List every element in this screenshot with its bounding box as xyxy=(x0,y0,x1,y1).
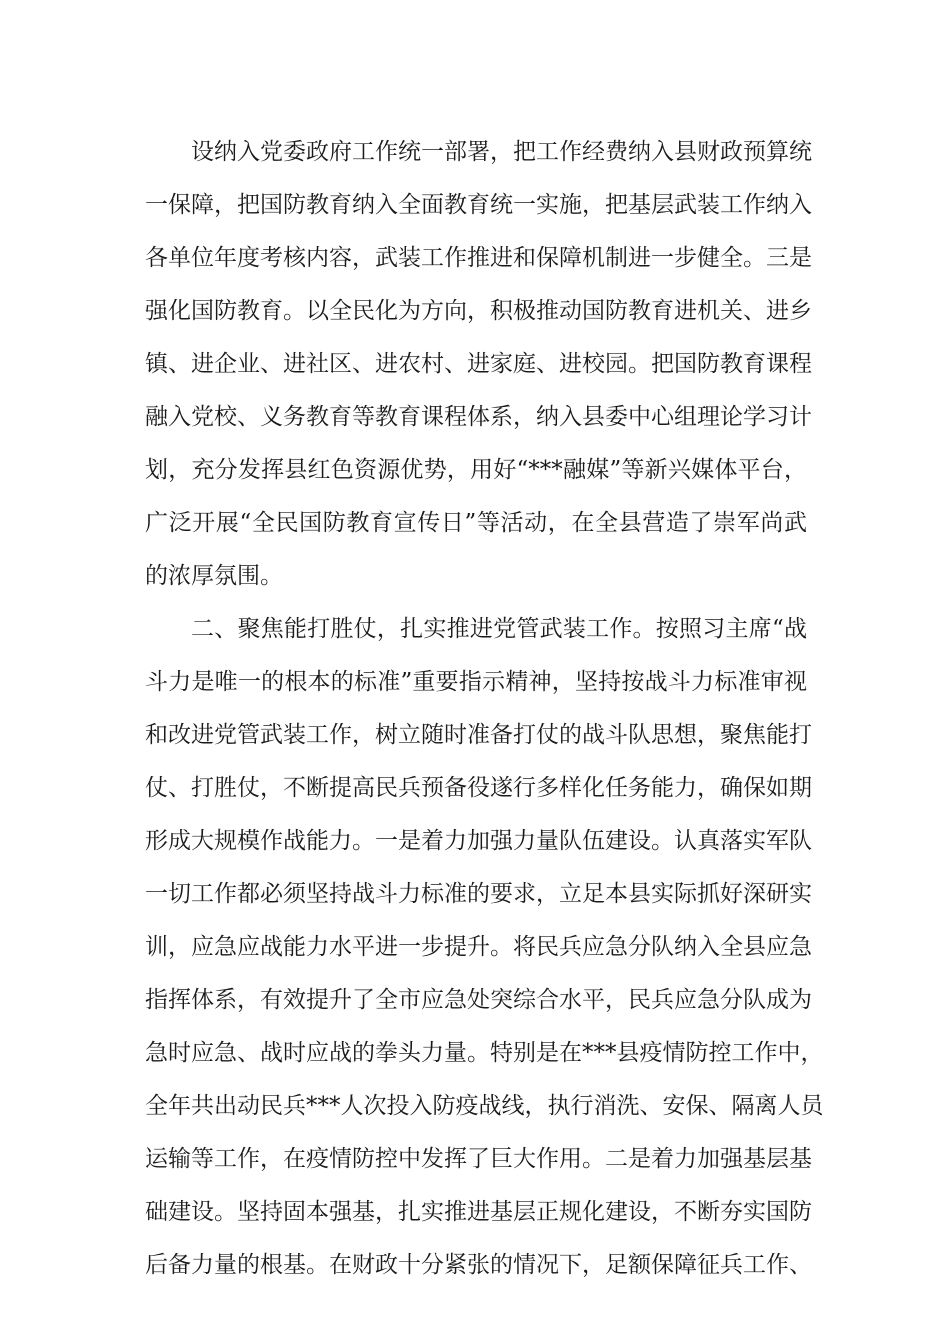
body-line-9: 的浓厚氛围。 xyxy=(145,563,283,589)
body-line-20: 运输等工作，在疫情防控中发挥了巨大作用。二是着力加强基层基 xyxy=(145,1146,812,1172)
document-body xyxy=(145,126,824,1292)
body-line-16: 训，应急应战能力水平进一步提升。将民兵应急分队纳入全县应急 xyxy=(145,934,812,960)
body-line-1: 设纳入党委政府工作统一部署，把工作经费纳入县财政预算统 xyxy=(191,139,812,165)
body-line-15: 一切工作都必须坚持战斗力标准的要求，立足本县实际抓好深研实 xyxy=(145,881,812,907)
body-line-4: 强化国防教育。以全民化为方向，积极推动国防教育进机关、进乡 xyxy=(145,298,812,324)
body-line-13: 仗、打胜仗，不断提高民兵预备役遂行多样化任务能力，确保如期 xyxy=(145,775,812,801)
body-line-8: 广泛开展“全民国防教育宣传日”等活动，在全县营造了崇军尚武 xyxy=(145,510,807,536)
body-line-22: 后备力量的根基。在财政十分紧张的情况下，足额保障征兵工作、 xyxy=(145,1252,812,1278)
body-line-17: 指挥体系，有效提升了全市应急处突综合水平，民兵应急分队成为 xyxy=(145,987,812,1013)
body-line-3: 各单位年度考核内容，武装工作推进和保障机制进一步健全。三是 xyxy=(145,245,812,271)
body-line-6: 融入党校、义务教育等教育课程体系，纳入县委中心组理论学习计 xyxy=(145,404,812,430)
body-line-19: 全年共出动民兵***人次投入防疫战线，执行消洗、安保、隔离人员 xyxy=(145,1093,824,1119)
body-line-11: 斗力是唯一的根本的标准”重要指示精神，坚持按战斗力标准审视 xyxy=(145,669,807,695)
body-line-2: 一保障，把国防教育纳入全面教育统一实施，把基层武装工作纳入 xyxy=(145,192,812,218)
body-line-12: 和改进党管武装工作，树立随时准备打仗的战斗队思想，聚焦能打 xyxy=(145,722,812,748)
body-line-5: 镇、进企业、进社区、进农村、进家庭、进校园。把国防教育课程 xyxy=(145,351,812,377)
body-line-7: 划，充分发挥县红色资源优势，用好“***融媒”等新兴媒体平台， xyxy=(145,457,807,483)
body-line-18: 急时应急、战时应战的拳头力量。特别是在***县疫情防控工作中， xyxy=(145,1040,824,1066)
body-line-10: 二、聚焦能打胜仗，扎实推进党管武装工作。按照习主席“战 xyxy=(191,616,807,642)
body-line-14: 形成大规模作战能力。一是着力加强力量队伍建设。认真落实军队 xyxy=(145,828,812,854)
body-line-21: 础建设。坚持固本强基，扎实推进基层正规化建设，不断夯实国防 xyxy=(145,1199,812,1225)
